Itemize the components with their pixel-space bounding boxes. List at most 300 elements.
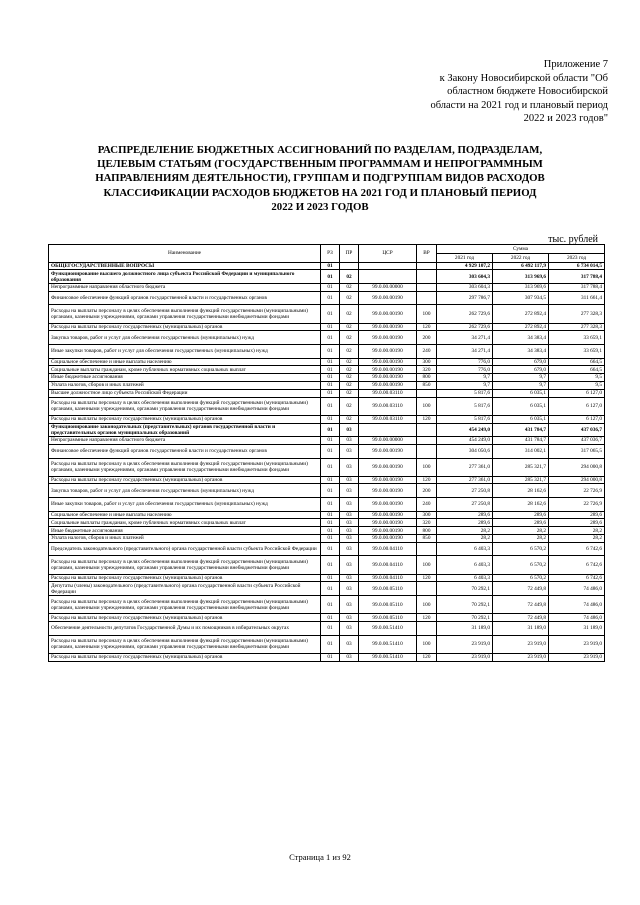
cell-v1: 4 929 107,2	[437, 262, 493, 270]
cell-rz: 01	[321, 511, 340, 519]
cell-csr: 99.0.00.00190	[359, 358, 417, 366]
cell-rz: 01	[321, 415, 340, 423]
cell-vr: 100	[417, 397, 437, 415]
cell-v3: 22 726,9	[549, 498, 605, 512]
cell-v2: 72 449,8	[493, 596, 549, 614]
cell-rz: 01	[321, 519, 340, 527]
cell-v1: 6 403,3	[437, 542, 493, 556]
cell-rz: 01	[321, 556, 340, 574]
document-title	[60, 143, 580, 214]
cell-csr: 99.0.00.00190	[359, 323, 417, 331]
cell-v3: 6 742,6	[549, 574, 605, 582]
cell-name: Функционирование законодательных (представительных) органов государственной власти и представительных органов муниципальных образований	[49, 423, 321, 437]
cell-v1: 23 919,0	[437, 635, 493, 653]
cell-v2: 23 919,0	[493, 635, 549, 653]
cell-v3: 664,5	[549, 366, 605, 374]
cell-csr: 99.0.00.51410	[359, 653, 417, 661]
header-year-2022: 2022 год	[493, 253, 549, 262]
cell-vr	[417, 444, 437, 458]
cell-v2: 6 492 117,9	[493, 262, 549, 270]
table-row	[49, 511, 605, 519]
cell-rz: 01	[321, 291, 340, 305]
cell-v1: 34 271,4	[437, 331, 493, 345]
cell-v1: 5 817,6	[437, 415, 493, 423]
cell-name: Высшее должностное лицо субъекта Российской Федерации	[49, 389, 321, 397]
cell-csr: 99.0.00.00190	[359, 374, 417, 382]
table-row	[49, 283, 605, 291]
cell-rz: 01	[321, 535, 340, 543]
cell-pr: 03	[340, 423, 359, 437]
cell-csr: 99.0.00.00190	[359, 519, 417, 527]
title-line: НАПРАВЛЕНИЯМ ДЕЯТЕЛЬНОСТИ), ГРУППАМ И ПОДГРУППАМ ВИДОВ РАСХОДОВ	[95, 172, 545, 185]
cell-v2: 28,2	[493, 535, 549, 543]
cell-pr: 03	[340, 437, 359, 445]
cell-v1: 5 817,6	[437, 389, 493, 397]
cell-v3: 317 065,5	[549, 444, 605, 458]
cell-csr: 99.0.00.03110	[359, 389, 417, 397]
cell-v2: 431 784,7	[493, 423, 549, 437]
table-row	[49, 358, 605, 366]
cell-csr: 99.0.00.00190	[359, 291, 417, 305]
cell-rz: 01	[321, 262, 340, 270]
cell-v2: 23 919,0	[493, 653, 549, 661]
table-row	[49, 622, 605, 636]
cell-v1: 262 729,6	[437, 305, 493, 323]
cell-v1: 454 249,0	[437, 437, 493, 445]
table-row	[49, 582, 605, 596]
table-row	[49, 527, 605, 535]
cell-vr: 100	[417, 305, 437, 323]
cell-v2: 285 321,7	[493, 458, 549, 476]
cell-csr: 99.0.00.03110	[359, 397, 417, 415]
cell-name: Расходы на выплаты персоналу государственных (муниципальных) органов	[49, 323, 321, 331]
cell-csr: 99.0.00.04110	[359, 574, 417, 582]
cell-name: Функционирование высшего должностного лица субъекта Российской Федерации и муниципального образования	[49, 270, 321, 284]
cell-v2: 285 321,7	[493, 476, 549, 484]
cell-name: Непрограммные направления областного бюджета	[49, 283, 321, 291]
cell-v3: 294 000,8	[549, 458, 605, 476]
cell-rz: 01	[321, 498, 340, 512]
header-vr: ВР	[417, 245, 437, 263]
cell-pr: 02	[340, 415, 359, 423]
cell-v1: 9,7	[437, 381, 493, 389]
cell-v1: 9,7	[437, 374, 493, 382]
cell-v1: 304 050,6	[437, 444, 493, 458]
cell-rz: 01	[321, 437, 340, 445]
cell-v2: 6 570,2	[493, 574, 549, 582]
cell-name: Иные закупки товаров, работ и услуг для обеспечения государственных (муниципальных) нужд	[49, 344, 321, 358]
cell-v2: 28,2	[493, 527, 549, 535]
cell-csr: 99.0.00.00190	[359, 366, 417, 374]
cell-pr: 03	[340, 596, 359, 614]
cell-v3: 6 127,0	[549, 397, 605, 415]
table-row	[49, 331, 605, 345]
cell-v3: 289,6	[549, 519, 605, 527]
appendix-line: к Закону Новосибирской области "Об	[439, 72, 608, 84]
cell-v1: 277 361,0	[437, 476, 493, 484]
cell-v2: 72 449,8	[493, 614, 549, 622]
cell-v2: 6 570,2	[493, 542, 549, 556]
cell-pr: 02	[340, 283, 359, 291]
cell-v3: 289,6	[549, 511, 605, 519]
cell-name: Финансовое обеспечение функций органов государственной власти и государственных органов	[49, 444, 321, 458]
title-line: ЦЕЛЕВЫМ СТАТЬЯМ (ГОСУДАРСТВЕННЫМ ПРОГРАММАМ И НЕПРОГРАММНЫМ	[97, 158, 543, 171]
cell-rz: 01	[321, 397, 340, 415]
cell-name: Расходы на выплаты персоналу в целях обеспечения выполнения функций государственными (муниципальными) органами, казенными учреждениями, органами управления государственными внебюджетными фондами	[49, 635, 321, 653]
cell-v2: 313 969,6	[493, 270, 549, 284]
cell-rz: 01	[321, 283, 340, 291]
table-row	[49, 305, 605, 323]
table-row	[49, 596, 605, 614]
cell-csr: 99.0.00.00190	[359, 511, 417, 519]
cell-pr: 03	[340, 614, 359, 622]
cell-vr: 800	[417, 527, 437, 535]
cell-v3: 6 742,6	[549, 556, 605, 574]
cell-v1: 277 361,0	[437, 458, 493, 476]
cell-v1: 28,2	[437, 535, 493, 543]
cell-pr: 03	[340, 476, 359, 484]
cell-pr: 02	[340, 374, 359, 382]
cell-csr: 99.0.00.51410	[359, 635, 417, 653]
cell-v2: 34 383,4	[493, 331, 549, 345]
cell-name: Непрограммные направления областного бюджета	[49, 437, 321, 445]
table-row	[49, 291, 605, 305]
cell-pr: 03	[340, 458, 359, 476]
cell-name: ОБЩЕГОСУДАРСТВЕННЫЕ ВОПРОСЫ	[49, 262, 321, 270]
cell-v1: 262 729,6	[437, 323, 493, 331]
cell-vr: 120	[417, 574, 437, 582]
cell-rz: 01	[321, 381, 340, 389]
table-body	[49, 262, 605, 661]
table-row	[49, 423, 605, 437]
cell-rz: 01	[321, 484, 340, 498]
cell-vr	[417, 542, 437, 556]
cell-rz: 01	[321, 596, 340, 614]
cell-rz: 01	[321, 423, 340, 437]
cell-v1: 70 292,1	[437, 596, 493, 614]
table-row	[49, 415, 605, 423]
cell-v3: 317 788,4	[549, 270, 605, 284]
cell-v3: 277 328,3	[549, 305, 605, 323]
cell-pr: 02	[340, 270, 359, 284]
cell-vr	[417, 291, 437, 305]
cell-vr	[417, 582, 437, 596]
cell-v3: 23 919,0	[549, 653, 605, 661]
cell-vr	[417, 270, 437, 284]
cell-pr: 02	[340, 323, 359, 331]
table-row	[49, 542, 605, 556]
cell-pr: 02	[340, 331, 359, 345]
cell-vr: 100	[417, 635, 437, 653]
cell-name: Уплата налогов, сборов и иных платежей	[49, 535, 321, 543]
cell-v1: 27 250,8	[437, 498, 493, 512]
cell-v1: 70 292,1	[437, 614, 493, 622]
cell-rz: 01	[321, 344, 340, 358]
cell-pr: 03	[340, 484, 359, 498]
header-csr: ЦСР	[359, 245, 417, 263]
cell-vr	[417, 283, 437, 291]
cell-name: Расходы на выплаты персоналу государственных (муниципальных) органов	[49, 476, 321, 484]
cell-csr	[359, 262, 417, 270]
cell-rz: 01	[321, 305, 340, 323]
cell-vr: 120	[417, 476, 437, 484]
cell-v3: 317 788,4	[549, 283, 605, 291]
cell-name: Расходы на выплаты персоналу государственных (муниципальных) органов	[49, 614, 321, 622]
cell-v2: 289,6	[493, 511, 549, 519]
cell-vr	[417, 262, 437, 270]
table-row	[49, 262, 605, 270]
cell-v3: 74 486,0	[549, 596, 605, 614]
cell-v3: 74 486,0	[549, 582, 605, 596]
cell-v2: 6 035,1	[493, 415, 549, 423]
cell-csr: 99.0.00.00000	[359, 283, 417, 291]
cell-pr: 02	[340, 397, 359, 415]
cell-name: Депутаты (члены) законодательного (представительного) органа государственной власти субъекта Российской Федерации	[49, 582, 321, 596]
cell-v3: 9,5	[549, 381, 605, 389]
table-row	[49, 270, 605, 284]
appendix-line: области на 2021 год и плановый период	[430, 99, 608, 111]
title-line: 2022 И 2023 ГОДОВ	[271, 200, 369, 213]
title-line: КЛАССИФИКАЦИИ РАСХОДОВ БЮДЖЕТОВ НА 2021 ГОД И ПЛАНОВЫЙ ПЕРИОД	[103, 186, 537, 199]
cell-v1: 34 271,4	[437, 344, 493, 358]
cell-v2: 314 002,1	[493, 444, 549, 458]
cell-v1: 6 403,3	[437, 574, 493, 582]
table-row	[49, 323, 605, 331]
cell-v2: 6 035,1	[493, 397, 549, 415]
table-row	[49, 574, 605, 582]
table-row	[49, 556, 605, 574]
cell-name: Расходы на выплаты персоналу в целях обеспечения выполнения функций государственными (муниципальными) органами, казенными учреждениями, органами управления государственными внебюджетными фондами	[49, 556, 321, 574]
cell-csr: 99.0.00.00190	[359, 498, 417, 512]
cell-name: Расходы на выплаты персоналу в целях обеспечения выполнения функций государственными (муниципальными) органами, казенными учреждениями, органами управления государственными внебюджетными фондами	[49, 397, 321, 415]
cell-vr: 300	[417, 358, 437, 366]
header-name: Наименование	[49, 245, 321, 263]
cell-v3: 28,2	[549, 535, 605, 543]
cell-csr: 99.0.00.00190	[359, 484, 417, 498]
cell-name: Расходы на выплаты персоналу государственных (муниципальных) органов	[49, 415, 321, 423]
cell-rz: 01	[321, 653, 340, 661]
cell-v2: 272 892,4	[493, 305, 549, 323]
cell-vr: 120	[417, 415, 437, 423]
cell-v3: 33 659,1	[549, 344, 605, 358]
cell-pr: 03	[340, 582, 359, 596]
units-label: тыс. рублей	[548, 234, 598, 245]
cell-pr: 03	[340, 511, 359, 519]
table-row	[49, 458, 605, 476]
table-row	[49, 614, 605, 622]
cell-v2: 272 892,4	[493, 323, 549, 331]
cell-csr: 99.0.00.00190	[359, 381, 417, 389]
cell-rz: 01	[321, 458, 340, 476]
cell-vr: 850	[417, 535, 437, 543]
cell-name: Расходы на выплаты персоналу в целях обеспечения выполнения функций государственными (муниципальными) органами, казенными учреждениями, органами управления государственными внебюджетными фондами	[49, 596, 321, 614]
cell-v2: 34 383,4	[493, 344, 549, 358]
cell-vr	[417, 437, 437, 445]
cell-v3: 437 036,7	[549, 423, 605, 437]
cell-v1: 27 250,8	[437, 484, 493, 498]
cell-csr: 99.0.00.04110	[359, 542, 417, 556]
cell-vr: 320	[417, 519, 437, 527]
cell-csr: 99.0.00.00190	[359, 535, 417, 543]
cell-v2: 289,6	[493, 519, 549, 527]
header-year-2021: 2021 год	[437, 253, 493, 262]
table-row	[49, 484, 605, 498]
cell-rz: 01	[321, 527, 340, 535]
cell-v1: 31 189,0	[437, 622, 493, 636]
cell-name: Финансовое обеспечение функций органов государственной власти и государственных органов	[49, 291, 321, 305]
appendix-line: 2022 и 2023 годов"	[523, 113, 608, 124]
cell-v1: 70 292,1	[437, 582, 493, 596]
title-line: РАСПРЕДЕЛЕНИЕ БЮДЖЕТНЫХ АССИГНОВАНИЙ ПО РАЗДЕЛАМ, ПОДРАЗДЕЛАМ,	[97, 144, 543, 156]
appendix-line: Приложение 7	[543, 59, 608, 70]
cell-rz: 01	[321, 366, 340, 374]
cell-csr: 99.0.00.00000	[359, 437, 417, 445]
cell-name: Закупка товаров, работ и услуг для обеспечения государственных (муниципальных) нужд	[49, 331, 321, 345]
cell-name: Закупка товаров, работ и услуг для обеспечения государственных (муниципальных) нужд	[49, 484, 321, 498]
cell-csr: 99.0.00.00190	[359, 527, 417, 535]
cell-csr: 99.0.00.00190	[359, 305, 417, 323]
cell-name: Уплата налогов, сборов и иных платежей	[49, 381, 321, 389]
cell-rz: 01	[321, 389, 340, 397]
cell-vr: 850	[417, 381, 437, 389]
cell-v3: 9,5	[549, 374, 605, 382]
cell-vr: 200	[417, 331, 437, 345]
cell-v1: 776,0	[437, 358, 493, 366]
cell-v3: 23 919,0	[549, 635, 605, 653]
table-row	[49, 653, 605, 661]
cell-vr: 240	[417, 344, 437, 358]
header-year-2023: 2023 год	[549, 253, 605, 262]
cell-name: Расходы на выплаты персоналу в целях обеспечения выполнения функций государственными (муниципальными) органами, казенными учреждениями, органами управления государственными внебюджетными фондами	[49, 305, 321, 323]
cell-name: Председатель законодательного (представительного) органа государственной власти субъекта Российской Федерации	[49, 542, 321, 556]
cell-rz: 01	[321, 542, 340, 556]
cell-v1: 454 249,0	[437, 423, 493, 437]
cell-v2: 679,0	[493, 366, 549, 374]
cell-name: Социальное обеспечение и иные выплаты населению	[49, 358, 321, 366]
cell-rz: 01	[321, 270, 340, 284]
cell-csr	[359, 270, 417, 284]
table-row	[49, 397, 605, 415]
cell-v2: 9,7	[493, 374, 549, 382]
table-row	[49, 535, 605, 543]
cell-pr: 03	[340, 635, 359, 653]
cell-pr: 02	[340, 389, 359, 397]
cell-csr	[359, 423, 417, 437]
cell-name: Иные бюджетные ассигнования	[49, 374, 321, 382]
budget-table	[48, 244, 605, 662]
appendix-header	[348, 58, 608, 126]
cell-v2: 28 162,6	[493, 498, 549, 512]
cell-name: Расходы на выплаты персоналу в целях обеспечения выполнения функций государственными (муниципальными) органами, казенными учреждениями, органами управления государственными внебюджетными фондами	[49, 458, 321, 476]
table-row	[49, 437, 605, 445]
table-row	[49, 381, 605, 389]
cell-v1: 303 604,3	[437, 283, 493, 291]
cell-name: Расходы на выплаты персоналу государственных (муниципальных) органов	[49, 574, 321, 582]
cell-pr: 02	[340, 305, 359, 323]
cell-v3: 28,2	[549, 527, 605, 535]
cell-name: Расходы на выплаты персоналу государственных (муниципальных) органов	[49, 653, 321, 661]
cell-v3: 33 659,1	[549, 331, 605, 345]
table-row	[49, 476, 605, 484]
cell-rz: 01	[321, 574, 340, 582]
cell-vr: 120	[417, 323, 437, 331]
cell-csr: 99.0.00.00190	[359, 458, 417, 476]
table-row	[49, 444, 605, 458]
cell-v1: 303 604,3	[437, 270, 493, 284]
table-row	[49, 389, 605, 397]
cell-v2: 431 784,7	[493, 437, 549, 445]
cell-rz: 01	[321, 358, 340, 366]
cell-rz: 01	[321, 323, 340, 331]
cell-csr: 99.0.00.05110	[359, 582, 417, 596]
cell-name: Социальное обеспечение и иные выплаты населению	[49, 511, 321, 519]
cell-v3: 6 742,6	[549, 542, 605, 556]
cell-rz: 01	[321, 582, 340, 596]
cell-rz: 01	[321, 614, 340, 622]
cell-v1: 289,6	[437, 519, 493, 527]
cell-pr: 03	[340, 444, 359, 458]
cell-v2: 28 162,6	[493, 484, 549, 498]
cell-name: Иные бюджетные ассигнования	[49, 527, 321, 535]
cell-rz: 01	[321, 374, 340, 382]
cell-v1: 5 817,6	[437, 397, 493, 415]
cell-v3: 74 486,0	[549, 614, 605, 622]
cell-vr: 320	[417, 366, 437, 374]
cell-v1: 297 786,7	[437, 291, 493, 305]
cell-vr: 200	[417, 484, 437, 498]
cell-v1: 776,0	[437, 366, 493, 374]
table-row	[49, 519, 605, 527]
cell-pr: 02	[340, 366, 359, 374]
table-row	[49, 366, 605, 374]
cell-pr	[340, 262, 359, 270]
cell-vr	[417, 389, 437, 397]
cell-csr: 99.0.00.00190	[359, 444, 417, 458]
cell-v3: 437 036,7	[549, 437, 605, 445]
cell-pr: 02	[340, 381, 359, 389]
cell-csr: 99.0.00.00190	[359, 331, 417, 345]
cell-v2: 9,7	[493, 381, 549, 389]
table-row	[49, 374, 605, 382]
cell-csr: 99.0.00.00190	[359, 476, 417, 484]
cell-csr: 99.0.00.03110	[359, 415, 417, 423]
table-row	[49, 344, 605, 358]
cell-v1: 28,2	[437, 527, 493, 535]
cell-csr: 99.0.00.05110	[359, 614, 417, 622]
cell-pr: 03	[340, 527, 359, 535]
cell-pr: 03	[340, 498, 359, 512]
cell-vr	[417, 423, 437, 437]
header-rz: РЗ	[321, 245, 340, 263]
cell-pr: 03	[340, 542, 359, 556]
cell-rz: 01	[321, 331, 340, 345]
cell-v2: 6 570,2	[493, 556, 549, 574]
appendix-line: областном бюджете Новосибирской	[447, 86, 608, 97]
cell-pr: 03	[340, 556, 359, 574]
cell-name: Обеспечение деятельности депутатов Государственной Думы и их помощников в избирательных округах	[49, 622, 321, 636]
cell-v3: 22 726,9	[549, 484, 605, 498]
cell-vr: 300	[417, 511, 437, 519]
cell-rz: 01	[321, 622, 340, 636]
cell-pr: 03	[340, 519, 359, 527]
cell-vr: 100	[417, 556, 437, 574]
cell-vr: 100	[417, 596, 437, 614]
cell-v3: 664,5	[549, 358, 605, 366]
cell-pr: 03	[340, 574, 359, 582]
cell-pr: 02	[340, 358, 359, 366]
cell-v1: 289,6	[437, 511, 493, 519]
cell-vr: 100	[417, 458, 437, 476]
